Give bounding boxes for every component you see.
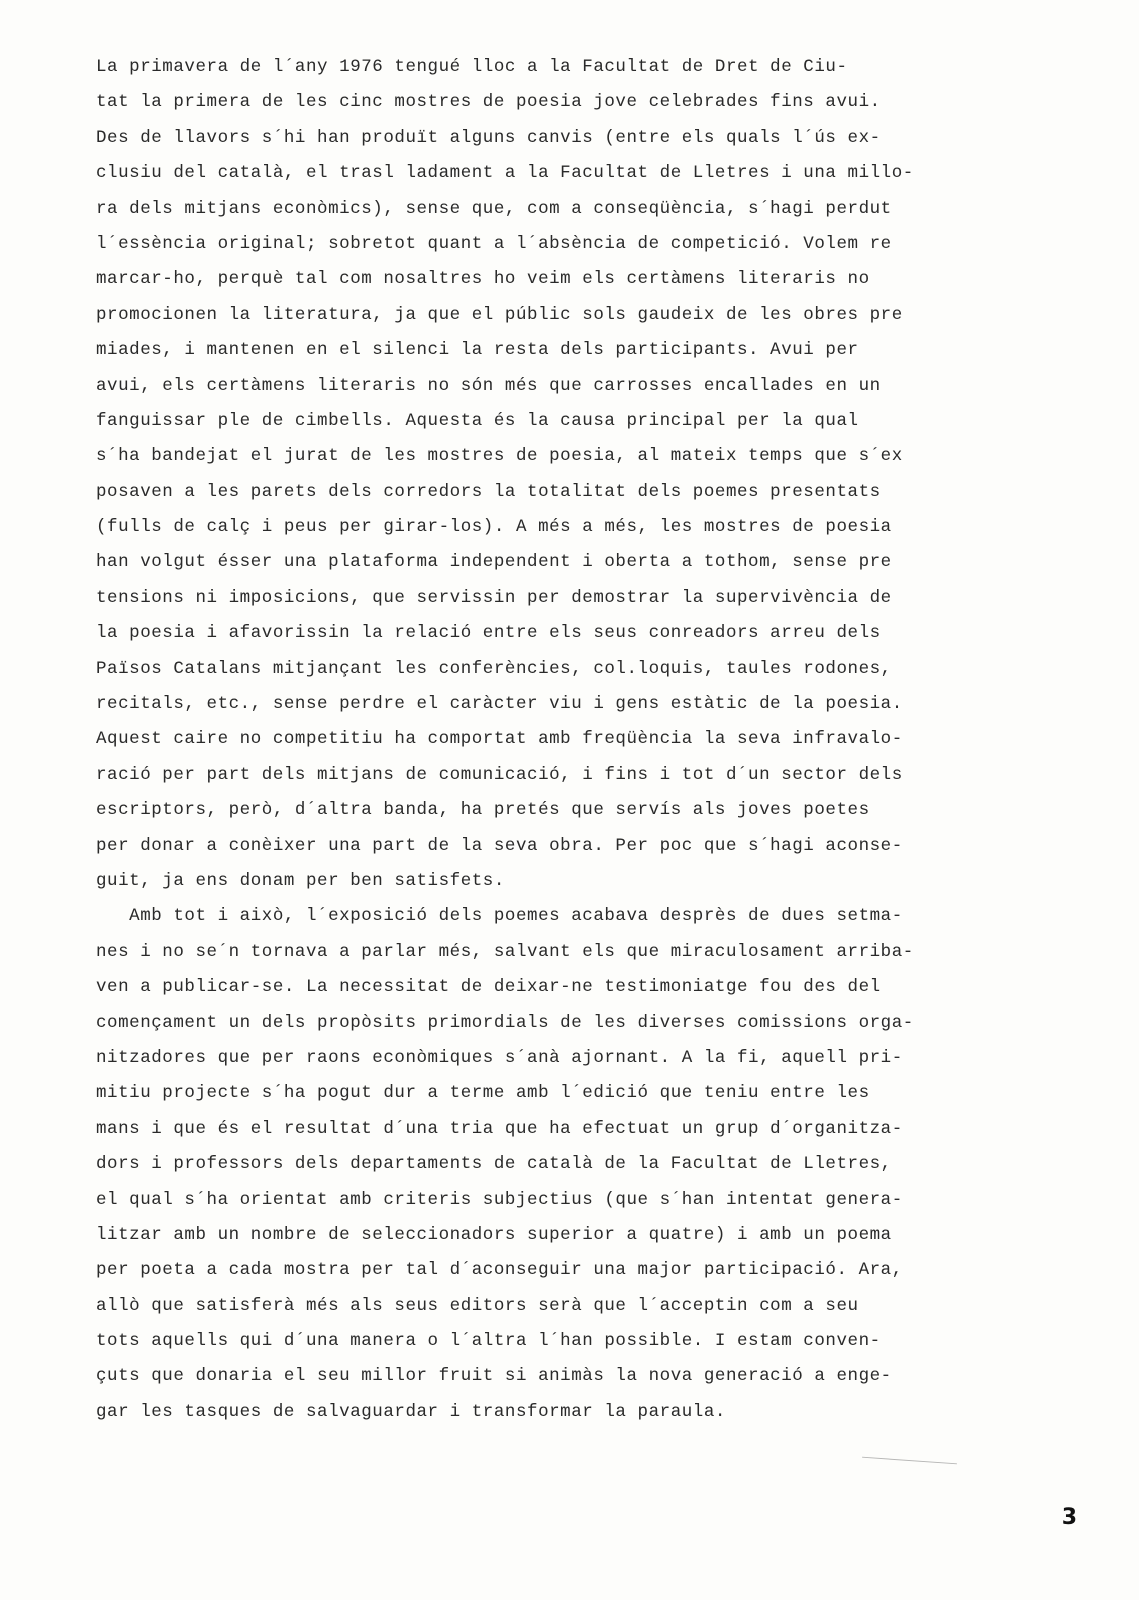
text-line: nitzadores que per raons econòmiques s´anà ajornant. A la fi, aquell pri-: [96, 1047, 903, 1068]
text-line: han volgut ésser una plataforma independent i oberta a tothom, sense pre: [96, 552, 892, 573]
text-line: miades, i mantenen en el silenci la resta dels participants. Avui per: [96, 340, 859, 361]
text-line: avui, els certàmens literaris no són més que carrosses encallades en un: [96, 375, 881, 396]
text-line: guit, ja ens donam per ben satisfets.: [96, 870, 505, 891]
text-line: Amb tot i això, l´exposició dels poemes acabava desprès de dues setma-: [96, 906, 903, 927]
text-line: fanguissar ple de cimbells. Aquesta és la causa principal per la qual: [96, 410, 859, 431]
text-line: Des de llavors s´hi han produït alguns canvis (entre els quals l´ús ex-: [96, 127, 881, 148]
text-line: litzar amb un nombre de seleccionadors superior a quatre) i amb un poema: [96, 1224, 892, 1245]
text-line: la poesia i afavorissin la relació entre els seus conreadors arreu dels: [96, 623, 881, 644]
text-line: Aquest caire no competitiu ha comportat amb freqüència la seva infravalo-: [96, 729, 903, 750]
body-text: [96, 50, 1036, 1430]
text-line: ven a publicar-se. La necessitat de deixar-ne testimoniatge fou des del: [96, 977, 881, 998]
page-number: 3: [1061, 1505, 1077, 1530]
text-line: escriptors, però, d´altra banda, ha pretés que servís als joves poetes: [96, 800, 870, 821]
text-line: clusiu del català, el trasl ladament a la Facultat de Lletres i una millo-: [96, 163, 914, 184]
text-line: el qual s´ha orientat amb criteris subjectius (que s´han intentat genera-: [96, 1189, 903, 1210]
text-line: per donar a conèixer una part de la seva obra. Per poc que s´hagi aconse-: [96, 835, 903, 856]
text-line: çuts que donaria el seu millor fruit si animàs la nova generació a enge-: [96, 1366, 892, 1387]
text-line: tat la primera de les cinc mostres de poesia jove celebrades fins avui.: [96, 92, 881, 113]
text-line: ració per part dels mitjans de comunicació, i fins i tot d´un sector dels: [96, 764, 903, 785]
text-line: l´essència original; sobretot quant a l´absència de competició. Volem re: [96, 233, 892, 254]
text-line: marcar-ho, perquè tal com nosaltres ho veim els certàmens literaris no: [96, 269, 870, 290]
text-line: promocionen la literatura, ja que el públic sols gaudeix de les obres pre: [96, 304, 903, 325]
text-line: tensions ni imposicions, que servissin per demostrar la supervivència de: [96, 587, 892, 608]
text-line: (fulls de calç i peus per girar-los). A més a més, les mostres de poesia: [96, 517, 892, 538]
text-line: gar les tasques de salvaguardar i transformar la paraula.: [96, 1401, 726, 1422]
text-line: tots aquells qui d´una manera o l´altra l´han possible. I estam conven-: [96, 1331, 881, 1352]
text-line: dors i professors dels departaments de català de la Facultat de Lletres,: [96, 1154, 892, 1175]
text-line: s´ha bandejat el jurat de les mostres de poesia, al mateix temps que s´ex: [96, 446, 903, 467]
text-line: mitiu projecte s´ha pogut dur a terme amb l´edició que teniu entre les: [96, 1083, 870, 1104]
text-line: començament un dels propòsits primordials de les diverses comissions orga-: [96, 1012, 914, 1033]
text-line: La primavera de l´any 1976 tengué lloc a la Facultat de Dret de Ciu-: [96, 57, 848, 77]
text-line: recitals, etc., sense perdre el caràcter viu i gens estàtic de la poesia.: [96, 694, 903, 715]
text-line: per poeta a cada mostra per tal d´aconseguir una major participació. Ara,: [96, 1260, 903, 1281]
text-line: nes i no se´n tornava a parlar més, salvant els que miraculosament arriba-: [96, 941, 914, 962]
text-line: Països Catalans mitjançant les conferències, col.loquis, taules rodones,: [96, 658, 892, 679]
text-line: mans i que és el resultat d´una tria que ha efectuat un grup d´organitza-: [96, 1118, 903, 1139]
stray-pen-mark: [862, 1457, 957, 1465]
text-line: posaven a les parets dels corredors la totalitat dels poemes presentats: [96, 481, 881, 502]
text-line: ra dels mitjans econòmics), sense que, com a conseqüència, s´hagi perdut: [96, 198, 892, 219]
text-line: allò que satisferà més als seus editors serà que l´acceptin com a seu: [96, 1295, 859, 1316]
